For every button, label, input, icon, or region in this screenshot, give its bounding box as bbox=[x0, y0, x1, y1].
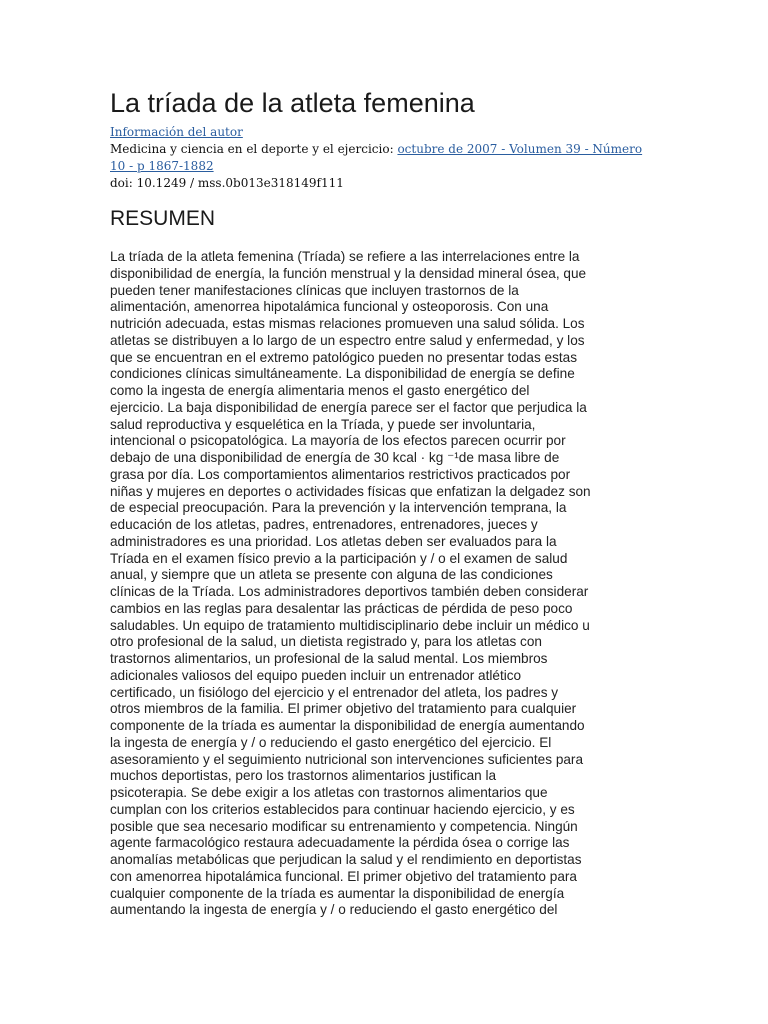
abstract-line: certificado, un fisiólogo del ejercicio y el entrenador del atleta, los padres y bbox=[110, 684, 559, 700]
abstract-line: administradores es una prioridad. Los atletas deben ser evaluados para la bbox=[110, 533, 557, 549]
abstract-line: saludables. Un equipo de tratamiento multidisciplinario debe incluir un médico u bbox=[110, 617, 590, 633]
article-title: La tríada de la atleta femenina bbox=[110, 88, 475, 118]
abstract-line: ejercicio. La baja disponibilidad de energía parece ser el factor que perjudica la bbox=[110, 399, 587, 415]
abstract-line: cumplan con los criterios establecidos para continuar haciendo ejercicio, y es bbox=[110, 801, 575, 817]
abstract-line: clínicas de la Tríada. Los administradores deportivos también deben considerar bbox=[110, 584, 589, 599]
abstract-line: salud reproductiva y esquelética en la Tríada, y puede ser involuntaria, bbox=[110, 416, 536, 432]
abstract-line: cualquier componente de la tríada es aumentar la disponibilidad de energía bbox=[110, 885, 565, 901]
abstract-line: atletas se distribuyen a lo largo de un espectro entre salud y enfermedad, y los bbox=[110, 332, 585, 348]
abstract-line: componente de la tríada es aumentar la disponibilidad de energía aumentando bbox=[110, 718, 585, 733]
abstract-line: de especial preocupación. Para la prevención y la intervención temprana, la bbox=[110, 500, 567, 516]
article-metadata bbox=[110, 124, 670, 192]
journal-issue-line-2 bbox=[110, 158, 670, 175]
abstract-line: posible que sea necesario modificar su entrenamiento y competencia. Ningún bbox=[110, 818, 578, 834]
abstract-heading: RESUMEN bbox=[110, 207, 216, 230]
abstract-line: alimentación, amenorrea hipotalámica funcional y osteoporosis. Con una bbox=[110, 299, 549, 315]
abstract-line: pueden tener manifestaciones clínicas que incluyen trastornos de la bbox=[110, 282, 519, 298]
abstract-line: agente farmacológico restaura adecuadamente la pérdida ósea o corrige las bbox=[110, 835, 570, 851]
journal-name: Medicina y ciencia en el deporte y el ejercicio: bbox=[110, 142, 398, 156]
journal-issue-link-continued[interactable]: 10 - p 1867-1882 bbox=[110, 159, 214, 173]
abstract-line: cambios en las reglas para desalentar las prácticas de pérdida de peso poco bbox=[110, 600, 573, 616]
abstract-line: anomalías metabólicas que perjudican la salud y el rendimiento en deportistas bbox=[110, 852, 582, 867]
abstract-line: psicoterapia. Se debe exigir a los atletas con trastornos alimentarios que bbox=[110, 785, 548, 800]
abstract-line: asesoramiento y el seguimiento nutricional son intervenciones suficientes para bbox=[110, 751, 584, 767]
abstract-line: debajo de una disponibilidad de energía de 30 kcal · kg ⁻¹de masa libre de bbox=[110, 450, 560, 465]
abstract-line: intencional o psicopatológica. La mayoría de los efectos parecen ocurrir por bbox=[110, 433, 566, 449]
abstract-line: aumentando la ingesta de energía y / o reduciendo el gasto energético del bbox=[110, 902, 558, 918]
author-info-link[interactable]: Información del autor bbox=[110, 125, 243, 139]
abstract-line: la ingesta de energía y / o reduciendo el gasto energético del ejercicio. El bbox=[110, 734, 552, 750]
journal-issue-link[interactable]: octubre de 2007 - Volumen 39 - Número bbox=[397, 142, 643, 156]
abstract-body bbox=[110, 249, 670, 919]
abstract-line: educación de los atletas, padres, entrenadores, entrenadores, jueces y bbox=[110, 517, 538, 532]
abstract-line: grasa por día. Los comportamientos alimentarios restrictivos practicados por bbox=[110, 466, 571, 482]
journal-line bbox=[110, 141, 670, 158]
abstract-line: como la ingesta de energía alimentaria menos el gasto energético del bbox=[110, 383, 530, 398]
abstract-line: disponibilidad de energía, la función menstrual y la densidad mineral ósea, que bbox=[110, 265, 587, 281]
abstract-line: niñas y mujeres en deportes o actividades físicas que enfatizan la delgadez son bbox=[110, 483, 591, 499]
abstract-line: La tríada de la atleta femenina (Tríada) se refiere a las interrelaciones entre la bbox=[110, 249, 580, 264]
abstract-line: condiciones clínicas simultáneamente. La disponibilidad de energía se define bbox=[110, 366, 575, 382]
abstract-line: otros miembros de la familia. El primer objetivo del tratamiento para cualquier bbox=[110, 701, 577, 717]
abstract-line: nutrición adecuada, estas mismas relaciones promueven una salud sólida. Los bbox=[110, 316, 585, 331]
abstract-line: muchos deportistas, pero los trastornos alimentarios justifican la bbox=[110, 768, 497, 784]
abstract-line: Tríada en el examen físico previo a la participación y / o el examen de salud bbox=[110, 550, 568, 566]
author-info-line bbox=[110, 124, 670, 141]
abstract-line: trastornos alimentarios, un profesional de la salud mental. Los miembros bbox=[110, 651, 548, 666]
doi-text: doi: 10.1249 / mss.0b013e318149f111 bbox=[110, 176, 344, 190]
abstract-line: otro profesional de la salud, un dietista registrado y, para los atletas con bbox=[110, 634, 542, 650]
abstract-line: que se encuentran en el extremo patológico pueden no presentar todas estas bbox=[110, 349, 578, 365]
abstract-line: con amenorrea hipotalámica funcional. El primer objetivo del tratamiento para bbox=[110, 868, 577, 884]
abstract-line: anual, y siempre que un atleta se presente con alguna de las condiciones bbox=[110, 567, 553, 583]
abstract-line: adicionales valiosos del equipo pueden incluir un entrenador atlético bbox=[110, 667, 522, 683]
